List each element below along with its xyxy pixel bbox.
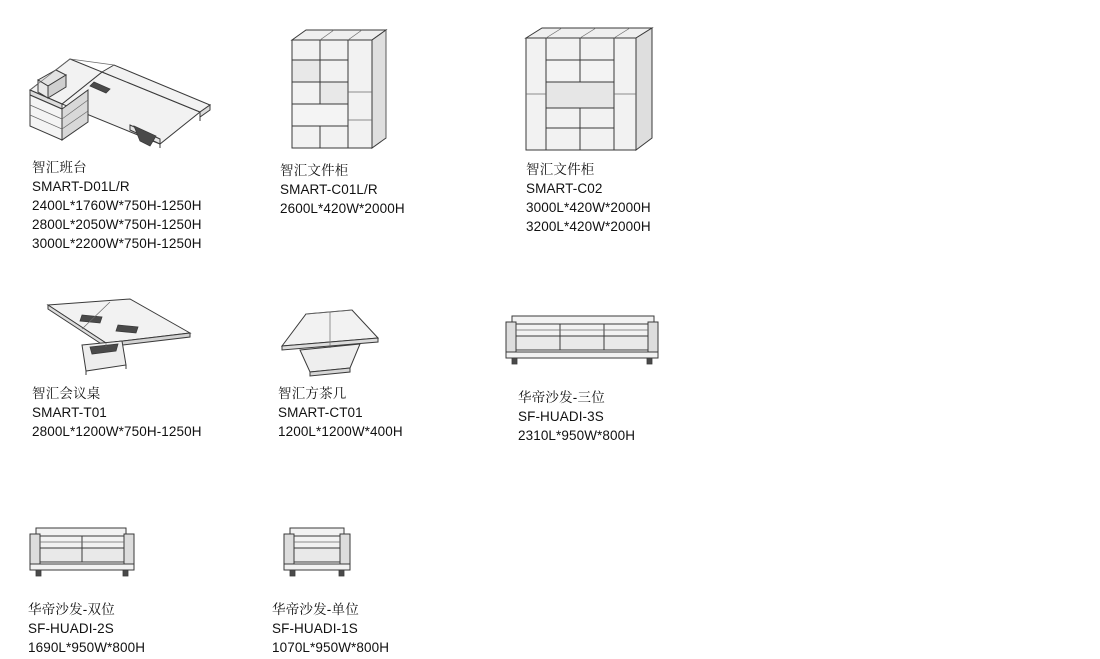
product-dimension: 2600L*420W*2000H: [280, 201, 405, 216]
product-card-smart-c01: [262, 20, 422, 218]
product-dimension: 3200L*420W*2000H: [526, 219, 651, 234]
product-dimension: 3000L*420W*2000H: [526, 200, 651, 215]
file-cabinet-wide-drawing: [500, 16, 690, 156]
conference-table-drawing: [10, 285, 220, 380]
product-code: SF-HUADI-3S: [518, 409, 604, 424]
product-caption: [32, 384, 220, 441]
product-code: SMART-C01L/R: [280, 182, 378, 197]
product-code: SF-HUADI-2S: [28, 621, 114, 636]
square-coffee-table-drawing: [262, 300, 403, 380]
product-caption: [28, 600, 145, 657]
product-code: SF-HUADI-1S: [272, 621, 358, 636]
product-name: 华帝沙发-三位: [518, 390, 605, 405]
product-dimension: 2800L*1200W*750H-1250H: [32, 424, 202, 439]
product-dimension: 1690L*950W*800H: [28, 640, 146, 655]
product-name: 智汇文件柜: [280, 163, 349, 178]
sofa-two-seat-drawing: [10, 520, 145, 582]
product-name: 智汇班台: [32, 160, 87, 175]
product-name: 智汇方茶几: [278, 386, 347, 401]
product-caption: [526, 160, 690, 236]
file-cabinet-drawing: [262, 20, 422, 155]
product-card-smart-d01: [10, 22, 240, 253]
product-code: SMART-CT01: [278, 405, 363, 420]
product-caption: [272, 600, 389, 657]
product-name: 智汇会议桌: [32, 386, 101, 401]
product-dimension: 3000L*2200W*750H-1250H: [32, 236, 202, 251]
product-dimension: 1070L*950W*800H: [272, 640, 390, 655]
product-dimension: 2310L*950W*800H: [518, 428, 636, 443]
product-card-sf-huadi-3s: [500, 308, 665, 445]
product-code: SMART-C02: [526, 181, 603, 196]
product-caption: [280, 161, 422, 218]
product-card-smart-ct01: [262, 300, 403, 441]
product-caption: [32, 158, 240, 253]
product-card-sf-huadi-1s: [262, 520, 389, 657]
product-dimension: 1200L*1200W*400H: [278, 424, 403, 439]
product-dimension: 2400L*1760W*750H-1250H: [32, 198, 202, 213]
product-code: SMART-D01L/R: [32, 179, 130, 194]
sofa-three-seat-drawing: [500, 308, 665, 370]
product-caption: [278, 384, 403, 441]
product-name: 华帝沙发-双位: [28, 602, 115, 617]
product-dimension: 2800L*2050W*750H-1250H: [32, 217, 202, 232]
product-name: 华帝沙发-单位: [272, 602, 359, 617]
product-card-smart-t01: [10, 285, 220, 441]
product-card-sf-huadi-2s: [10, 520, 145, 657]
product-name: 智汇文件柜: [526, 162, 595, 177]
product-caption: [518, 388, 665, 445]
product-code: SMART-T01: [32, 405, 107, 420]
executive-desk-drawing: [10, 22, 240, 152]
sofa-one-seat-drawing: [262, 520, 389, 582]
product-card-smart-c02: [500, 16, 690, 236]
